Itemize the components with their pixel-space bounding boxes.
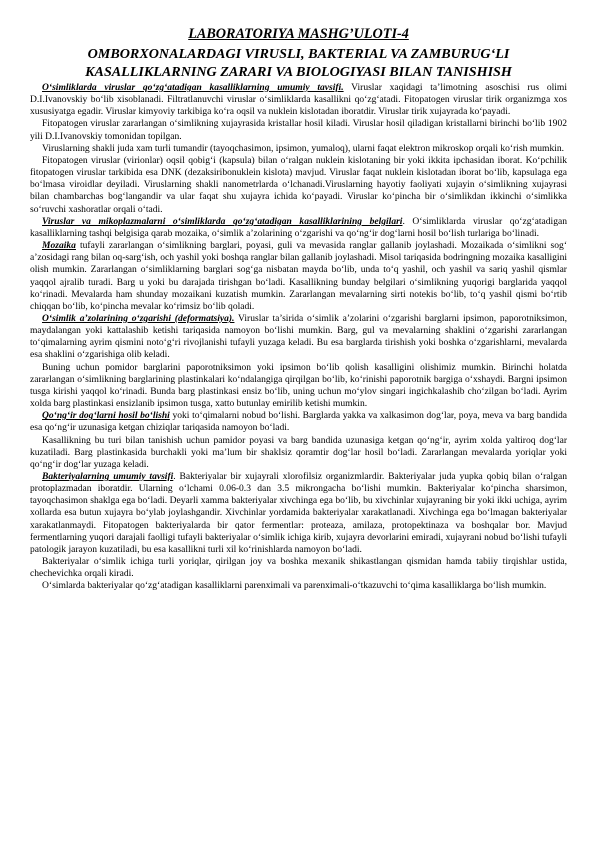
paragraph — [30, 155, 567, 216]
section-term: Mozaika — [42, 240, 76, 252]
paragraph-brown-spots — [30, 410, 567, 434]
paragraph-text: Viruslarning shakli juda xam turli tumandir (tayoqchasimon, ipsimon, yumaloq), ularni faqat elektron mikroskop orqali ko‘rish mumkin. — [42, 142, 565, 154]
paragraph — [30, 556, 567, 580]
paragraph-text: yoki to‘qimalarni nobud bo‘lishi. Barglarda yakka va xalkasimon dog‘lar, poya, meva va barg bandida esa qo‘ng‘ir uzunasiga ketgan chiziqlar tariqasida namoyon bo‘ladi. — [30, 410, 567, 434]
paragraph-text: Kasallikning bu turi bilan tanishish uchun pamidor poyasi va barg bandida uzunasiga ketgan qo‘ng‘ir, ayrim xolda yaltiroq dog‘lar kuzatiladi. Barg plastinkasida burchakli yoki ma’lum bir shaklsiz qoramtir dog‘lar hosil bo‘ladi. Zararlangan mevalarda yoriqlar yoki qo‘ng‘ir dog‘lar yuzaga keladi. — [30, 434, 567, 470]
paragraph-text: Bakteriyalar o‘simlik ichiga turli yoriqlar, qirilgan joy va boshka mexanik shikastlangan qismidan hamda tabiiy tirqishlar ustida, chechevichka orqali kiradi. — [30, 556, 567, 580]
section-term: Bakteriyalarning umumiy tavsifi — [42, 471, 174, 482]
main-title-line-2: KASALLIKLARNING ZARARI VA BIOLOGIYASI BILAN TANISHISH — [85, 63, 512, 80]
main-title-line-1: OMBORXONALARDAGI VIRUSLI, BAKTERIAL VA ZAMBURUG‘LI — [87, 46, 510, 62]
paragraph-mosaic — [30, 240, 567, 313]
paragraph-text: Viruslar xaqidagi ta’limotning asoschisi rus olimi D.I.Ivanovskiy bo‘lib xisoblanadi. Filtratlanuvchi viruslar o‘simliklarda kasallikni qo‘zg‘atadi. Fitopatogen viruslar tirik organizmga xos xususiyatga egadir. Viruslar kimyoviy tarkibiga ko‘ra oqsil va nuklein kislotadan iboratdir. Viruslar tirik xujayrada ko‘payadi. — [30, 82, 567, 118]
paragraph — [30, 362, 567, 411]
section-term: Viruslar va mikoplazmalarni o‘simliklarda qo‘zg‘atadigan kasalliklarining belgilari — [42, 215, 403, 227]
document-page — [30, 26, 567, 593]
paragraph-viruses-overview — [30, 82, 567, 118]
paragraph-text: tufayli zararlangan o‘simlikning barglari, poyasi, guli va mevasida ranglar gallanib joylashadi. Mozaikada o‘simlikni sog‘ a’zosidagi rang bilan oq-sarg‘ish, och yashil yoki boshqa ranglar bilan gallanib joylashadi. Misol tariqasida bodringning mozaika kasalligini olish mumkin. Zararlangan o‘simliklarning barglari sog‘ga nisbatan mayda bo‘lib, unda to‘q yashil, och yashil va sariq yashil qismlar yaqqol ajralib turadi. Barg u yoki bu darajada tirishgan bo‘ladi. Kasallikning bunday belgilari o‘simlikning yuqorigi barglarida yaqqol ko‘rinadi. Mevalarda ham shunday mozaikani kuzatish mumkin. Zararlangan mevalarning sirti notekis bo‘lib, to‘q yashil qismi bo‘rtib chiqqan bo‘lib, ko‘pincha mevalar ko‘rimsiz bo‘lib qoladi. — [30, 240, 567, 312]
paragraph-text: Buning uchun pomidor barglarini paporotniksimon yoki ipsimon bo‘lib qolish kasalligini olishimiz mumkin. Birinchi holatda zararlangan o‘simlikning barglarining plastinkalari ko‘ndalangiga qirqilgan bo‘lib, ko‘rinishi paporotnik bargiga o‘xshaydi. Bargni ipsimon tusga kirishi yaqqol ko‘rinadi. Bunda barg plastinkasi ensiz bo‘lib, uning uchun mo‘ylov singari ingichkalashib cho‘zilgan bo‘ladi. Ayrim xolda barg plastinkasi ensizlanib ipsimon tusga, xatto butunlay emirilib ketishi mumkin. — [30, 361, 567, 410]
paragraph-symptoms — [30, 216, 567, 240]
section-term: O‘simliklarda viruslar qo‘zg‘atadigan kasalliklarning umumiy tavsifi. — [42, 82, 344, 93]
paragraph — [30, 580, 567, 592]
paragraph — [30, 435, 567, 471]
paragraph-text: . O‘simliklarda viruslar qo‘zg‘atadigan kasalliklarning tashqi belgisiga qarab mozaika, o‘simlik a’zolarining o‘zgarishi va qo‘ng‘ir dog‘larni hosil bo‘lish turlariga bo‘linadi. — [30, 215, 567, 239]
paragraph-text: Fitopatogen viruslar zararlangan o‘simlikning xujayrasida kristallar hosil kiladi. Viruslar hosil qiladigan kristallarni birinchi bo‘lib 1902 yili D.I.Ivanovskiy tomonidan topilgan. — [30, 118, 567, 142]
paragraph-deformation — [30, 313, 567, 362]
paragraph-text: O‘simlarda bakteriyalar qo‘zg‘atadigan kasalliklarni parenximali va parenximali-o‘tkazuvchi to‘qima kasalliklarga bo‘lish mumkin. — [42, 580, 547, 592]
paragraph-text: Fitopatogen viruslar (virionlar) oqsil qobig‘i (kapsula) bilan o‘ralgan nuklein kislotaning bir yoki ikkita ipchasidan iborat. Ko‘pchilik fitopatogen viruslar tarkibida esa DNK (dezaksiribonuklein kislota) mavjud. Viruslar faqat nuklein kislotadan iborat bo‘lib, kapsulaga ega bo‘lmasa viroidlar deyiladi. Viruslarning shakli nanometrlarda o‘lchanadi.Viruslarning hayotiy faoliyati xujayin o‘simlikning xujayrasi bilan chambarchas bog‘langandir va ular faqat shu xujayra ichida ko‘payadi. Viruslar ko‘pincha bir o‘simlikdan ikkinchi o‘simlikka so‘ruvchi xashoratlar orqali o‘tadi. — [30, 154, 567, 215]
main-title — [30, 46, 567, 81]
section-term: Qo‘ng‘ir dog‘larni hosil bo‘lishi — [42, 410, 170, 422]
paragraph-bacteria-overview — [30, 471, 567, 556]
paragraph — [30, 118, 567, 142]
paragraph-text: . Bakteriyalar bir xujayrali xlorofilsiz organizmlardir. Bakteriyalar juda yupka qobiq bilan o‘ralgan protoplazmadan iboratdir. Ularning o‘lchami 0.06-0.3 dan 3.5 mikrongacha bo‘lishi mumkin. Bakteriyalar ko‘pincha sharsimon, tayoqchasimon shaklga ega bo‘ladi. Deyarli xamma bakteriyalar xivchinga ega bo‘lib, bu xivchinlar xujayraning bir yoki ikki uchiga, ayrim xollarda esa butun xujayra bo‘ylab joylashgandir. Xivchinlar yordamida bakteriyalar xarakatlanadi. Xivchinga ega bo‘lmagan bakteriyalar xarakatlanmaydi. Fitopatogen bakteriyalarda bir qator fermentlar: proteaza, amilaza, protopektinaza va boshqalar bor. Mavjud fermentlarning yuqori darajali faolligi tufayli bakteriyalar o‘simlik ichiga kirib, xujayra devorlarini emiradi, xujayrani nobud bo‘lishi tufayli patologik jarayon kuzatiladi, bu esa kasallikni turli xil ko‘rinishlarda namoyon bo‘ladi. — [30, 471, 567, 555]
lab-title: LABORATORIYA MASHG’ULOTI-4 — [188, 26, 409, 42]
paragraph — [30, 143, 567, 155]
section-term: O‘simlik a’zolarining o‘zgarishi (deformatsiya). — [42, 312, 235, 324]
paragraph-text: Viruslar ta’sirida o‘simlik a’zolarini o‘zgarishi barglarni ipsimon, paporotniksimon, maydalangan yoki kattalashib ketishi tariqasida namoyon bo‘lishi mumkin. Barg, gul va mevalarning shaklini o‘zgarishi zararlangan to‘qimalarning ayrim qismini noto‘g‘ri rivojlanishi tufayli yuzaga keladi. Bu esa barglarda tirishish yoki boshka o‘zgarishlarni, mevalarda esa shaklini o‘zgarishiga olib keladi. — [30, 312, 567, 361]
